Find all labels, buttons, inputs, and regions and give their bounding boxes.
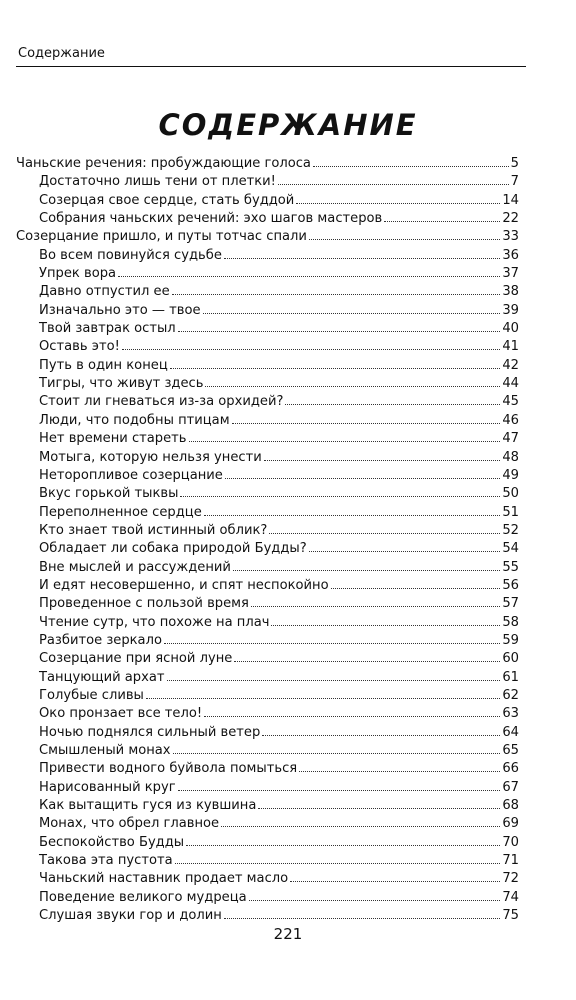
dot-leader	[264, 460, 501, 461]
running-head: Содержание	[18, 46, 105, 61]
toc-entry-title: Разбитое зеркало	[39, 632, 162, 648]
dot-leader	[258, 808, 500, 809]
toc-entry-title: Чтение сутр, что похоже на плач	[39, 614, 270, 630]
toc-entry	[16, 705, 519, 723]
toc-entry-page: 64	[502, 724, 519, 740]
toc-entry-page: 51	[502, 504, 519, 520]
toc-entry-title: Изначально это — твое	[39, 302, 201, 318]
dot-leader	[146, 698, 500, 699]
toc-entry-page: 22	[502, 211, 519, 227]
toc-entry-page: 60	[502, 651, 519, 667]
toc-entry	[16, 485, 519, 503]
toc-entry	[16, 210, 519, 228]
toc-entry-page: 74	[502, 889, 519, 905]
toc-entry-page: 67	[502, 779, 519, 795]
page-number: 221	[273, 925, 303, 943]
toc-entry-page: 44	[502, 376, 519, 392]
dot-leader	[221, 826, 500, 827]
dot-leader	[290, 881, 500, 882]
toc-entry-title: Привести водного буйвола помыться	[39, 761, 298, 777]
toc-entry-page: 39	[502, 302, 519, 318]
toc-entry	[16, 779, 519, 797]
toc-entry-title: Такова эта пустота	[39, 853, 173, 869]
dot-leader	[296, 203, 500, 204]
toc-entry	[16, 852, 519, 870]
toc-entry-page: 54	[502, 541, 519, 557]
toc-entry-page: 40	[502, 321, 519, 337]
toc-entry	[16, 283, 519, 301]
toc-entry-page: 71	[502, 853, 519, 869]
dot-leader	[170, 368, 501, 369]
dot-leader	[278, 184, 509, 185]
toc-entry	[16, 504, 519, 522]
toc-entry	[16, 577, 519, 595]
toc-entry-page: 56	[502, 577, 519, 593]
toc-entry-title: Танцующий архат	[39, 669, 165, 685]
dot-leader	[122, 349, 501, 350]
toc-entry	[16, 870, 519, 888]
toc-entry-title: Око пронзает все тело!	[39, 706, 203, 722]
toc-entry-page: 49	[502, 467, 519, 483]
toc-entry-page: 62	[502, 687, 519, 703]
dot-leader	[204, 515, 501, 516]
dot-leader	[225, 478, 500, 479]
toc-entry-page: 52	[502, 522, 519, 538]
dot-leader	[309, 551, 501, 552]
toc-entry-page: 36	[502, 247, 519, 263]
toc-entry	[16, 907, 519, 925]
toc-entry	[16, 338, 519, 356]
dot-leader	[173, 753, 501, 754]
toc-entry-title: Чаньский наставник продает масло	[39, 871, 289, 887]
toc-entry-title: Нет времени стареть	[39, 431, 187, 447]
toc-entry	[16, 357, 519, 375]
dot-leader	[234, 661, 500, 662]
dot-leader	[232, 423, 501, 424]
toc-entry-page: 5	[510, 156, 519, 171]
dot-leader	[167, 680, 501, 681]
dot-leader	[172, 294, 501, 295]
dot-leader	[203, 313, 501, 314]
dot-leader	[249, 900, 501, 901]
dot-leader	[178, 790, 501, 791]
toc-entry-title: Смышленый монах	[39, 743, 171, 758]
dot-leader	[384, 221, 500, 222]
toc-entry-title: Беспокойство Будды	[39, 834, 185, 850]
toc-entry-title: Как вытащить гуся из кувшина	[39, 798, 257, 814]
dot-leader	[269, 533, 500, 534]
toc-entry-page: 69	[502, 816, 519, 832]
toc-entry	[16, 412, 519, 430]
toc-entry-title: И едят несовершенно, и спят неспокойно	[39, 577, 329, 593]
toc-entry-page: 45	[502, 394, 519, 410]
toc-entry	[16, 797, 519, 815]
dot-leader	[251, 606, 500, 607]
toc-entry	[16, 540, 519, 558]
dot-leader	[331, 588, 501, 589]
toc-entry-title: Собрания чаньских речений: эхо шагов мастеров	[39, 211, 383, 227]
dot-leader	[204, 716, 500, 717]
table-of-contents	[16, 155, 519, 925]
toc-entry-title: Нарисованный круг	[39, 779, 176, 795]
toc-entry	[16, 302, 519, 320]
toc-entry-page: 41	[502, 339, 519, 355]
toc-entry-page: 46	[502, 412, 519, 428]
toc-entry-title: Переполненное сердце	[39, 504, 202, 520]
toc-entry	[16, 815, 519, 833]
toc-entry-title: Путь в один конец	[39, 357, 168, 373]
toc-entry-title: Ночью поднялся сильный ветер	[39, 724, 261, 740]
dot-leader	[313, 166, 509, 167]
toc-entry-title: Вне мыслей и рассуждений	[39, 559, 231, 575]
dot-leader	[309, 239, 500, 240]
dot-leader	[271, 625, 500, 626]
toc-entry	[16, 650, 519, 668]
toc-entry-page: 68	[502, 798, 519, 814]
toc-entry-page: 66	[502, 761, 519, 777]
toc-entry-title: Обладает ли собака природой Будды?	[39, 541, 307, 557]
header-rule	[16, 66, 526, 67]
toc-entry	[16, 834, 519, 852]
toc-entry	[16, 393, 519, 411]
toc-entry-title: Давно отпустил ее	[39, 284, 170, 300]
toc-entry-title: Созерцание при ясной луне	[39, 651, 233, 667]
toc-entry-page: 55	[502, 559, 519, 575]
toc-entry-title: Упрек вора	[39, 266, 117, 282]
toc-entry	[16, 430, 519, 448]
toc-entry-title: Чаньские речения: пробуждающие голоса	[16, 156, 311, 171]
toc-entry-page: 72	[502, 871, 519, 887]
toc-entry-title: Кто знает твой истинный облик?	[39, 522, 268, 538]
toc-entry-page: 75	[502, 908, 519, 924]
toc-entry-title: Поведение великого мудреца	[39, 889, 247, 905]
dot-leader	[186, 845, 500, 846]
toc-entry-page: 61	[502, 669, 519, 685]
toc-entry-title: Неторопливое созерцание	[39, 467, 223, 483]
toc-entry-title: Оставь это!	[39, 339, 120, 355]
toc-entry-page: 70	[502, 834, 519, 850]
toc-entry-page: 57	[502, 596, 519, 612]
toc-entry-page: 14	[502, 192, 519, 208]
dot-leader	[285, 404, 500, 405]
toc-entry	[16, 724, 519, 742]
toc-entry-page: 47	[502, 431, 519, 447]
toc-entry-page: 33	[502, 229, 519, 245]
toc-entry-title: Вкус горькой тыквы	[39, 486, 179, 502]
toc-entry	[16, 320, 519, 338]
toc-entry-title: Люди, что подобны птицам	[39, 412, 230, 428]
toc-entry-page: 63	[502, 706, 519, 722]
toc-section-entry	[16, 228, 519, 246]
dot-leader	[299, 771, 500, 772]
page-title: СОДЕРЖАНИЕ	[158, 108, 418, 142]
toc-entry-title: Проведенное с пользой время	[39, 596, 249, 612]
toc-entry-title: Созерцание пришло, и путы тотчас спали	[16, 229, 307, 245]
toc-entry-title: Стоит ли гневаться из-за орхидей?	[39, 394, 284, 410]
toc-entry	[16, 669, 519, 687]
toc-entry	[16, 742, 519, 760]
toc-entry-title: Голубые сливы	[39, 687, 144, 703]
toc-entry-page: 48	[502, 449, 519, 465]
toc-entry-page: 37	[502, 266, 519, 282]
toc-entry	[16, 449, 519, 467]
toc-entry	[16, 522, 519, 540]
toc-entry	[16, 760, 519, 778]
toc-entry	[16, 467, 519, 485]
toc-entry-title: Мотыга, которую нельзя унести	[39, 449, 262, 465]
dot-leader	[189, 441, 501, 442]
toc-entry	[16, 559, 519, 577]
dot-leader	[118, 276, 500, 277]
toc-entry-page: 59	[502, 632, 519, 648]
dot-leader	[180, 496, 500, 497]
toc-entry-page: 65	[502, 743, 519, 758]
toc-entry-title: Слушая звуки гор и долин	[39, 908, 222, 924]
toc-entry-title: Твой завтрак остыл	[39, 321, 176, 337]
toc-entry-title: Созерцая свое сердце, стать буддой	[39, 192, 295, 208]
toc-section-entry	[16, 155, 519, 173]
dot-leader	[224, 918, 500, 919]
dot-leader	[205, 386, 500, 387]
toc-entry	[16, 247, 519, 265]
toc-entry	[16, 375, 519, 393]
dot-leader	[262, 735, 500, 736]
toc-entry-page: 58	[502, 614, 519, 630]
toc-entry-page: 42	[502, 357, 519, 373]
toc-entry	[16, 265, 519, 283]
toc-entry-page: 7	[510, 174, 519, 190]
toc-entry-title: Во всем повинуйся судьбе	[39, 247, 222, 263]
toc-entry-title: Тигры, что живут здесь	[39, 376, 204, 392]
toc-entry	[16, 192, 519, 210]
dot-leader	[224, 258, 500, 259]
toc-entry	[16, 632, 519, 650]
toc-entry	[16, 687, 519, 705]
dot-leader	[233, 570, 500, 571]
dot-leader	[164, 643, 500, 644]
dot-leader	[178, 331, 501, 332]
toc-entry-page: 38	[502, 284, 519, 300]
toc-entry-page: 50	[502, 486, 519, 502]
toc-entry	[16, 595, 519, 613]
toc-entry	[16, 173, 519, 191]
dot-leader	[175, 863, 501, 864]
toc-entry-title: Достаточно лишь тени от плетки!	[39, 174, 276, 190]
toc-entry	[16, 614, 519, 632]
toc-entry-title: Монах, что обрел главное	[39, 816, 220, 832]
toc-entry	[16, 889, 519, 907]
